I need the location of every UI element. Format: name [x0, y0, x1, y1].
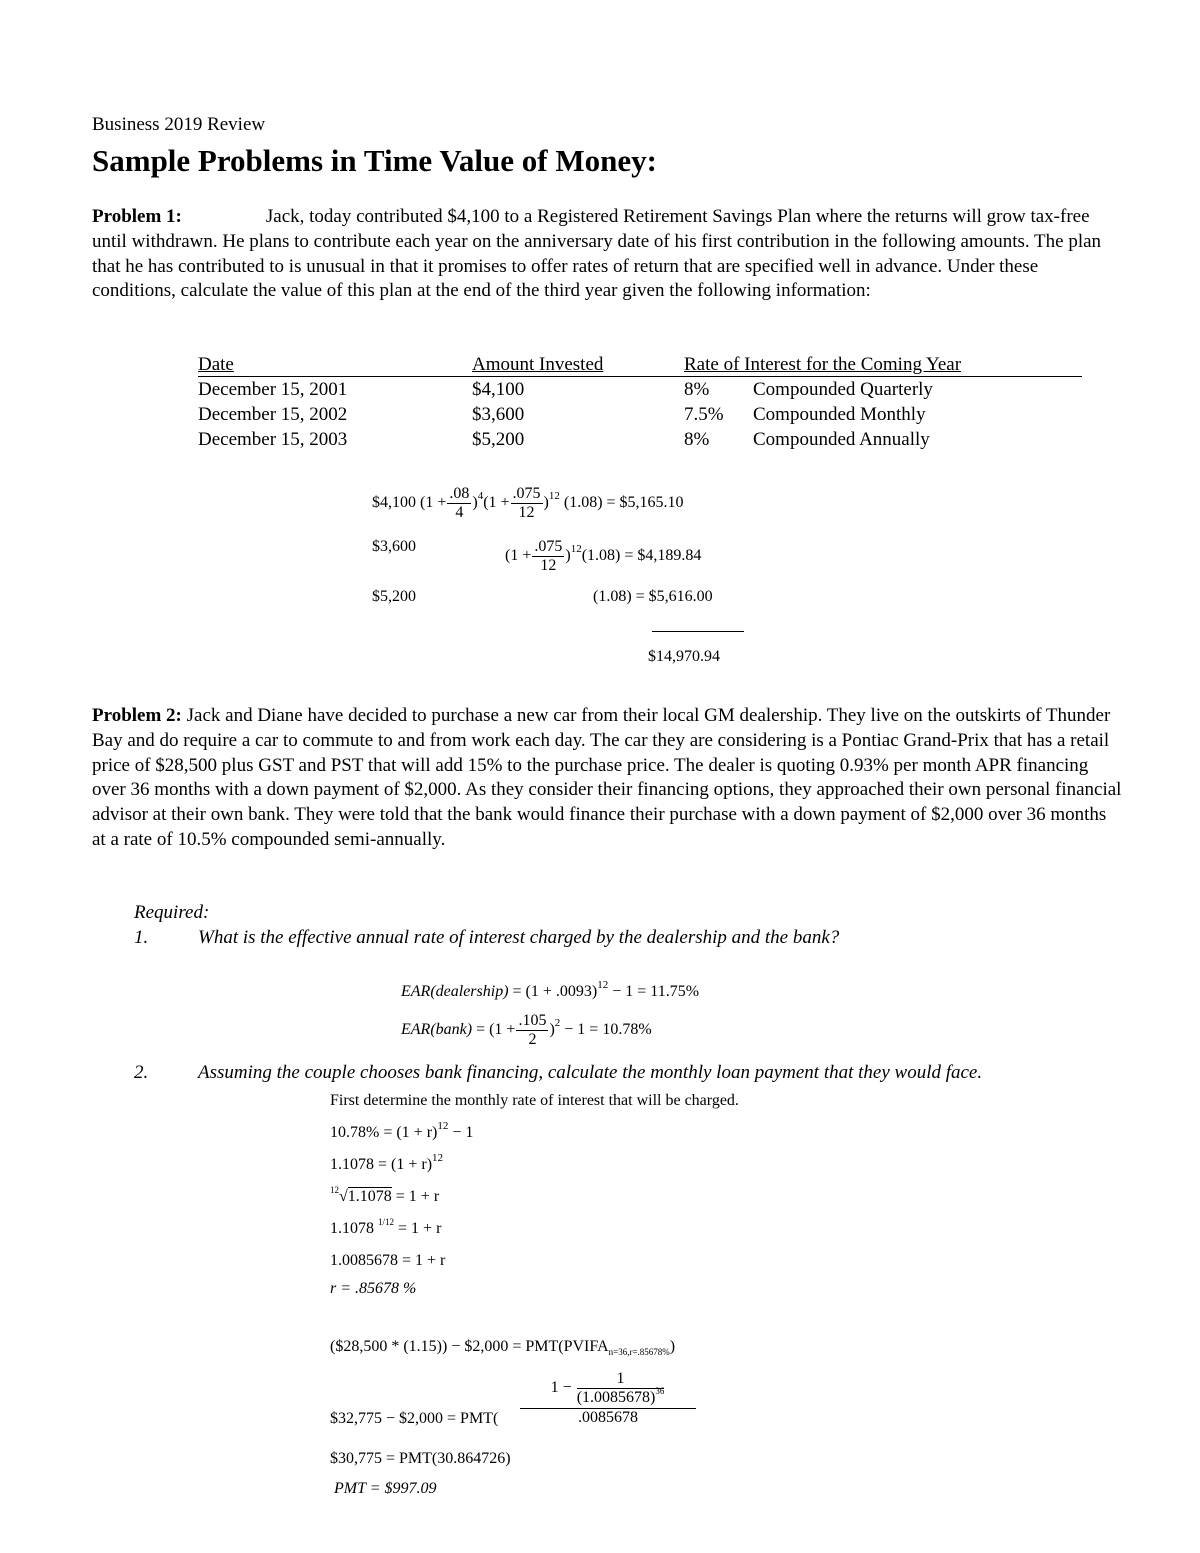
solution-step-5: 1.0085678 = 1 + r [330, 1252, 446, 1269]
row-date: December 15, 2003 [198, 429, 348, 450]
problem2-paragraph [92, 704, 1122, 853]
exponent: 12 [548, 490, 560, 503]
row-rate: 8% [684, 379, 710, 400]
table-row [198, 402, 1082, 427]
header-amount: Amount Invested [472, 354, 604, 375]
problem1-text: Jack, today contributed $4,100 to a Registered Retirement Savings Plan where the returns will grow tax-free until withdrawn. He plans to contribute each year on the anniversary date of his first contribution in the following amounts. The plan that he has contributed to is unusual in that it promises to offer rates of return that are specified well in advance. Under these conditions, calculate the value of this plan at the end of the third year given the following information: [92, 206, 1102, 302]
ear-bank: EAR(bank) = (1 + $\frac{.105}{2}$ )$^2$ − 1 = 10.78% [401, 1012, 652, 1048]
row-amount: $4,100 [472, 379, 525, 400]
row-amount: $3,600 [472, 404, 525, 425]
question-1: What is the effective annual rate of interest charged by the dealership and the bank? [198, 927, 840, 948]
solution-intro: First determine the monthly rate of interest that will be charged. [330, 1092, 739, 1109]
problem2-label: Problem 2: [92, 705, 182, 726]
ear-dealership: EAR(dealership) = $(1 + .0093)^{12} - 1 = 11.75\%$ [401, 979, 700, 1000]
row-rate: 7.5% [684, 404, 724, 425]
sum-rule [652, 631, 744, 632]
pmt-equation-2-lhs: $32,775 − $2,000 = PMT( [330, 1410, 499, 1427]
table-row [198, 427, 1082, 452]
frac-num: .08 [449, 485, 470, 502]
calc-line-1: $4,100 (1 + $\frac{.08}{4}$ )$^4$(1 + $\frac{.075}{12}$ )$^{12}$ (1.08) = $5,165.10 [372, 485, 684, 521]
frac-den: 12 [518, 504, 535, 521]
table-header [198, 352, 1082, 377]
question-2-number: 2. [134, 1062, 149, 1083]
row-date: December 15, 2001 [198, 379, 348, 400]
exponent: 4 [477, 490, 484, 503]
calc-result-2: (1.08) = $4,189.84 [581, 547, 702, 565]
header-rate: Rate of Interest for the Coming Year [684, 354, 962, 375]
calc-result-3: (1.08) = $5,616.00 [593, 588, 713, 605]
problem1-label: Problem 1: [92, 206, 182, 227]
pmt-equation-2-fraction: 1 − $\frac{1}{(1.0085678)^{36}}$ .0085678 [520, 1370, 696, 1427]
exponent: 12 [570, 543, 582, 556]
solution-step-1: $10.78\% = (1 + r)^{12} - 1$ [330, 1120, 474, 1141]
pmt-equation-1: ($28,500 * (1.15)) − $2,000 = $PMT(PVIFA_{n=36,r=.85678\%})$ [330, 1338, 676, 1358]
solution-step-4: 1.1078 $^{1/12}$ = 1 + r [330, 1217, 442, 1237]
solution-step-6: r = .85678 % [330, 1280, 417, 1297]
question-2: Assuming the couple chooses bank financing, calculate the monthly loan payment that they would face. [198, 1062, 983, 1083]
calc-line-2: (1 + $\frac{.075}{12}$ )$^{12}$(1.08) = $4,189.84 [505, 538, 702, 574]
row-rate: 8% [684, 429, 710, 450]
investment-table [198, 352, 1082, 452]
solution-step-2: $1.1078 = (1 + r)^{12}$ [330, 1152, 444, 1173]
frac-num: .075 [534, 538, 563, 555]
pmt-result: PMT = $997.09 [334, 1480, 437, 1497]
calc-result-1: (1.08) = $5,165.10 [563, 494, 684, 512]
course-label: Business 2019 Review [92, 114, 266, 135]
required-label: Required: [134, 902, 210, 923]
solution-step-3: $^{12}$√1.1078 = 1 + r [330, 1185, 440, 1205]
problem1-paragraph [92, 205, 1122, 304]
row-compounding: Compounded Monthly [753, 404, 926, 425]
table-row [198, 377, 1082, 402]
problem2-text: Jack and Diane have decided to purchase a new car from their local GM dealership. They live on the outskirts of Thunder Bay and do require a car to commute to and from work each day. The car they are considering is a Pontiac Grand-Prix that has a retail price of $28,500 plus GST and PST that will add 15% to the purchase price. The dealer is quoting 0.93% per month APR financing over 36 months with a down payment of $2,000. As they consider their financing options, they approached their own personal financial advisor at their own bank. They were told that the bank would finance their purchase with a down payment of $2,000 over 36 months at a rate of 10.5% compounded semi-annually. [92, 705, 1122, 850]
question-1-number: 1. [134, 927, 149, 948]
calc-amount-3: $5,200 [372, 588, 416, 605]
calc-amount-1: $4,100 [372, 494, 416, 512]
row-amount: $5,200 [472, 429, 525, 450]
page-title: Sample Problems in Time Value of Money: [92, 143, 657, 178]
header-date: Date [198, 354, 234, 375]
row-date: December 15, 2002 [198, 404, 348, 425]
row-compounding: Compounded Quarterly [753, 379, 933, 400]
calc-total: $14,970.94 [648, 648, 720, 665]
calc-amount-2: $3,600 [372, 538, 416, 555]
frac-den: 4 [455, 504, 464, 521]
pmt-equation-3: $30,775 = PMT(30.864726) [330, 1450, 511, 1467]
frac-den: 12 [540, 557, 557, 574]
frac-num: .075 [512, 485, 541, 502]
row-compounding: Compounded Annually [753, 429, 930, 450]
